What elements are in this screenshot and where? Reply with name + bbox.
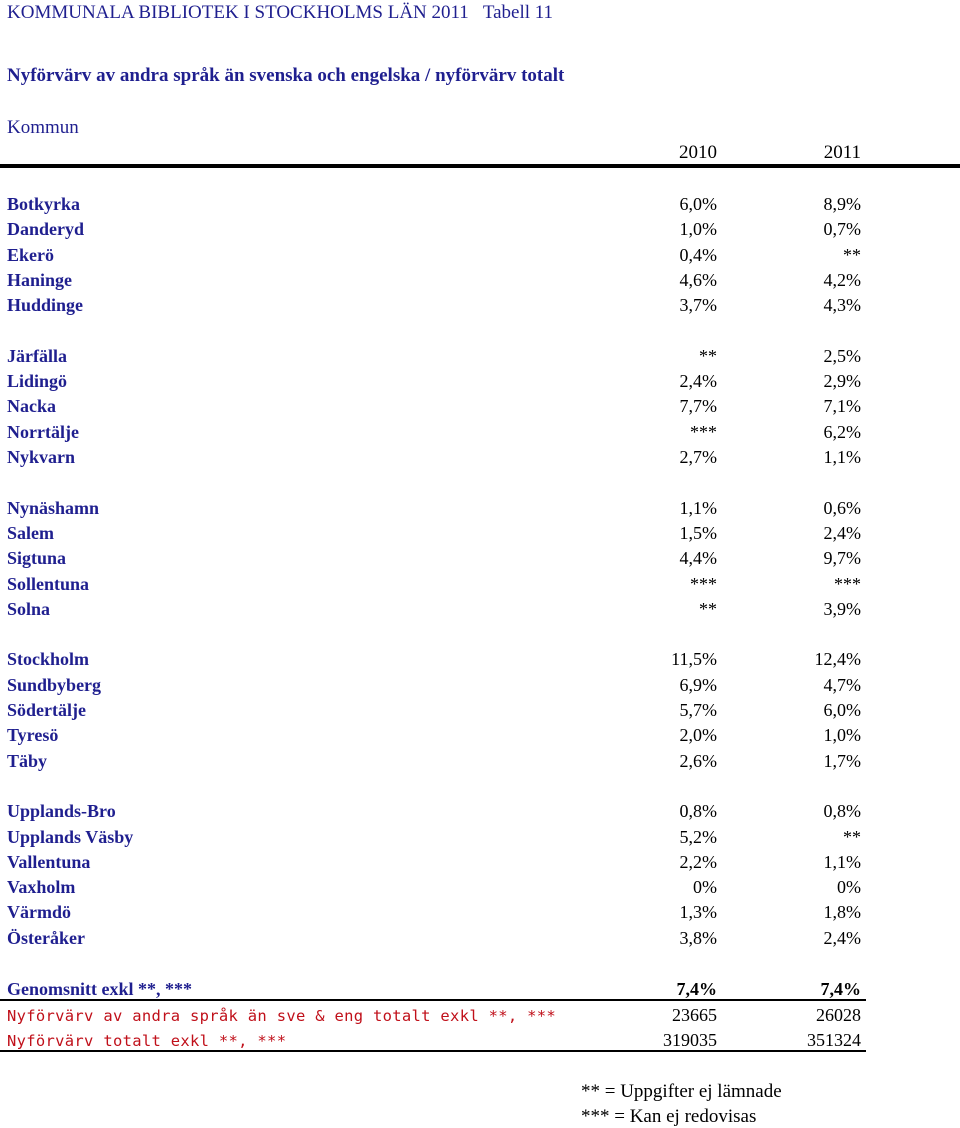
summary-value-2010: 23665 — [672, 1005, 717, 1025]
value-2010: 0,8% — [679, 801, 717, 822]
municipality-name: Täby — [7, 750, 48, 771]
table-row — [0, 874, 960, 899]
report-header — [7, 3, 553, 22]
value-2011: ** — [843, 244, 861, 265]
municipality-name: Nacka — [7, 396, 56, 417]
header-divider — [0, 164, 960, 168]
municipality-name: Stockholm — [7, 649, 90, 670]
value-2011: 2,5% — [823, 345, 861, 366]
municipality-name: Sigtuna — [7, 548, 67, 569]
table-row — [0, 824, 960, 849]
table-row — [0, 495, 960, 520]
municipality-name: Sundbyberg — [7, 674, 102, 695]
summary-label: Nyförvärv av andra språk än sve & eng totalt exkl **, *** — [7, 1007, 557, 1025]
value-2010: 2,0% — [679, 725, 717, 746]
value-2010: 1,5% — [679, 522, 717, 543]
table-row — [0, 545, 960, 570]
municipality-name: Botkyrka — [7, 194, 81, 214]
municipality-name: Österåker — [7, 927, 85, 948]
table-row — [0, 646, 960, 671]
value-2011: 4,7% — [823, 674, 861, 695]
report-title: KOMMUNALA BIBLIOTEK I STOCKHOLMS LÄN 2011 — [7, 2, 469, 23]
value-2010: 6,9% — [679, 674, 717, 695]
summary-value-2011: 351324 — [807, 1030, 861, 1050]
municipality-name: Upplands-Bro — [7, 801, 116, 822]
value-2010: 4,6% — [679, 269, 717, 290]
value-2010: 2,6% — [679, 750, 717, 771]
value-2010: 3,8% — [679, 927, 717, 948]
value-2011: 2,4% — [823, 927, 861, 948]
table-bottom-divider — [0, 1050, 866, 1052]
municipality-name: Huddinge — [7, 295, 84, 316]
value-2011: 6,0% — [823, 700, 861, 720]
value-2011: 4,2% — [823, 269, 861, 290]
value-2010: 3,7% — [679, 295, 717, 316]
table-label: Tabell 11 — [482, 2, 554, 23]
municipality-name: Haninge — [7, 269, 73, 290]
municipality-name: Solna — [7, 598, 51, 619]
value-2010: 11,5% — [671, 649, 717, 670]
table-row — [0, 798, 960, 823]
value-2011: 8,9% — [823, 194, 861, 214]
value-2011: 12,4% — [814, 649, 861, 670]
value-2010: 1,0% — [679, 219, 717, 240]
table-row — [0, 925, 960, 950]
municipality-name: Tyresö — [7, 725, 59, 746]
footnote-triple-star: *** = Kan ej redovisas — [581, 1106, 757, 1127]
value-2011: 1,8% — [823, 902, 861, 923]
column-header-2010: 2010 — [679, 142, 717, 163]
value-2011: 7,1% — [823, 396, 861, 417]
summary-value-2010: 319035 — [663, 1030, 717, 1050]
value-2011: 1,0% — [823, 725, 861, 746]
municipality-name: Danderyd — [7, 219, 85, 240]
table-row — [0, 596, 960, 621]
summary-value-2011: 26028 — [816, 1005, 861, 1025]
column-header-2011: 2011 — [823, 142, 861, 163]
value-2010: 0,4% — [679, 244, 717, 265]
table-row — [0, 267, 960, 292]
value-2011: 1,1% — [823, 851, 861, 872]
value-2010: *** — [690, 421, 717, 442]
municipality-name: Vaxholm — [7, 877, 76, 898]
table-row — [0, 748, 960, 773]
value-2011: ** — [843, 826, 861, 847]
summary-divider — [0, 999, 866, 1001]
table-row — [0, 216, 960, 241]
table-row — [0, 292, 960, 317]
table-row — [0, 571, 960, 596]
table-row — [0, 343, 960, 368]
value-2011: 3,9% — [823, 598, 861, 619]
table-row — [0, 242, 960, 267]
municipality-name: Värmdö — [7, 902, 71, 923]
table-row — [0, 368, 960, 393]
municipality-name: Norrtälje — [7, 421, 79, 442]
value-2010: 5,7% — [679, 700, 717, 720]
value-2011: 0,8% — [823, 801, 861, 822]
value-2010: *** — [690, 573, 717, 594]
value-2011: 6,2% — [823, 421, 861, 442]
municipality-name: Nynäshamn — [7, 497, 100, 518]
column-label-kommun: Kommun — [7, 117, 79, 138]
value-2010: 1,3% — [679, 902, 717, 923]
municipality-name: Salem — [7, 522, 54, 543]
table-row — [0, 899, 960, 924]
summary-row-average — [0, 976, 960, 1001]
summary-label: Genomsnitt exkl **, *** — [7, 979, 193, 999]
value-2011: *** — [834, 573, 861, 594]
value-2011: 2,9% — [823, 371, 861, 392]
table-row — [0, 444, 960, 469]
municipality-name: Järfälla — [7, 345, 67, 366]
municipality-name: Nykvarn — [7, 447, 76, 467]
table-row — [0, 191, 960, 216]
table-row — [0, 393, 960, 418]
municipality-name: Upplands Väsby — [7, 826, 134, 847]
summary-row-other-languages — [0, 1002, 960, 1027]
value-2010: 7,7% — [679, 396, 717, 417]
value-2011: 0,6% — [823, 497, 861, 518]
table-subtitle: Nyförvärv av andra språk än svenska och engelska / nyförvärv totalt — [7, 65, 565, 86]
table-row — [0, 419, 960, 444]
table-row — [0, 697, 960, 722]
municipality-name: Södertälje — [7, 700, 86, 720]
value-2011: 0,7% — [823, 219, 861, 240]
value-2011: 1,7% — [823, 750, 861, 771]
municipality-name: Lidingö — [7, 371, 68, 392]
summary-value-2010: 7,4% — [676, 979, 717, 999]
value-2010: 2,4% — [679, 371, 717, 392]
table-row — [0, 722, 960, 747]
value-2011: 1,1% — [823, 447, 861, 467]
value-2010: 5,2% — [679, 826, 717, 847]
value-2010: 0% — [693, 877, 717, 898]
value-2010: ** — [699, 598, 717, 619]
summary-label: Nyförvärv totalt exkl **, *** — [7, 1032, 287, 1050]
municipality-name: Vallentuna — [7, 851, 91, 872]
table-row — [0, 520, 960, 545]
summary-row-total — [0, 1027, 960, 1052]
value-2010: ** — [699, 345, 717, 366]
municipality-name: Ekerö — [7, 244, 54, 265]
municipality-name: Sollentuna — [7, 573, 90, 594]
value-2010: 1,1% — [679, 497, 717, 518]
value-2011: 4,3% — [823, 295, 861, 316]
value-2010: 2,7% — [679, 447, 717, 467]
value-2011: 2,4% — [823, 522, 861, 543]
table-row — [0, 672, 960, 697]
table-row — [0, 849, 960, 874]
value-2011: 0% — [837, 877, 861, 898]
footnote-double-star: ** = Uppgifter ej lämnade — [581, 1081, 782, 1102]
value-2010: 2,2% — [679, 851, 717, 872]
value-2010: 4,4% — [679, 548, 717, 569]
value-2011: 9,7% — [823, 548, 861, 569]
summary-value-2011: 7,4% — [820, 979, 861, 999]
value-2010: 6,0% — [679, 194, 717, 214]
